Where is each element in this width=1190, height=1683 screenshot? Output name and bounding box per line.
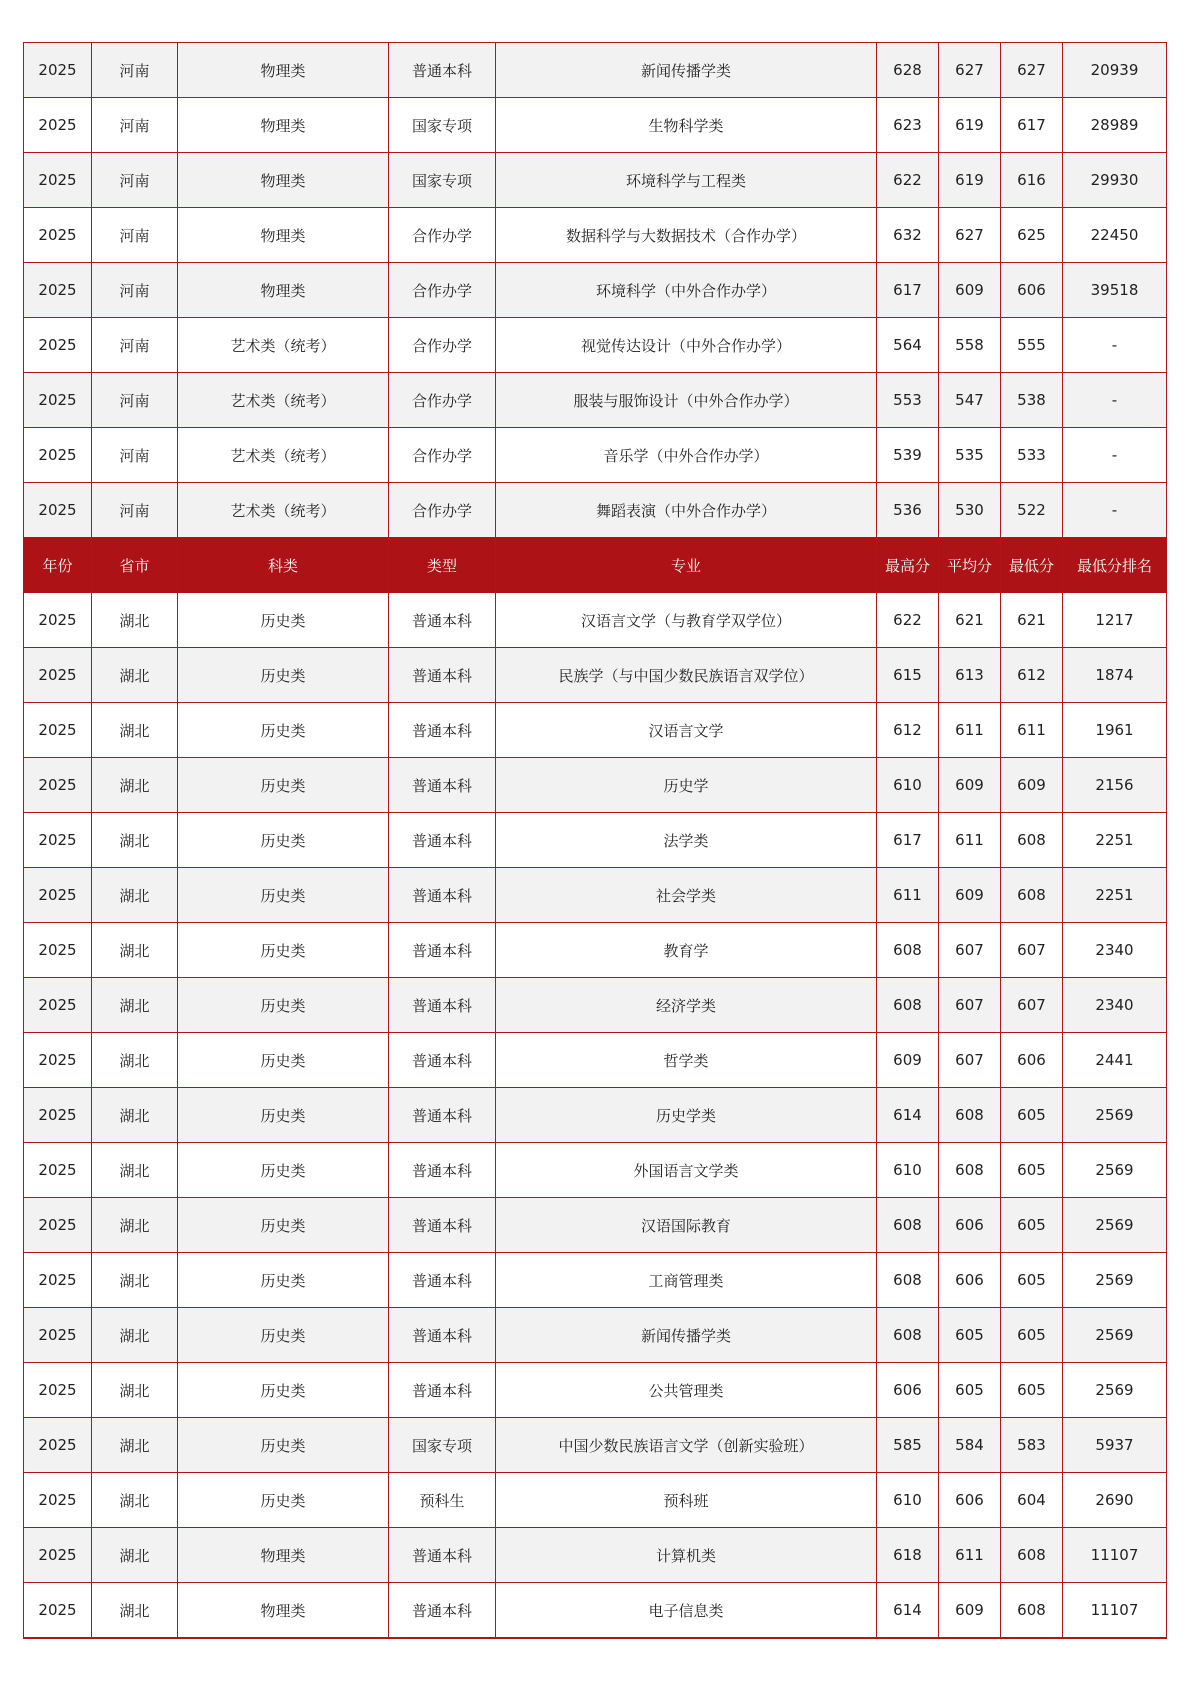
- cell-avg-score: 606: [939, 1198, 1001, 1253]
- cell-min-score: 625: [1001, 208, 1063, 263]
- cell-min-rank: 20939: [1063, 43, 1167, 98]
- cell-max-score: 611: [877, 868, 939, 923]
- cell-type: 合作办学: [389, 263, 496, 318]
- cell-max-score: 610: [877, 758, 939, 813]
- cell-avg-score: 605: [939, 1363, 1001, 1418]
- cell-avg-score: 607: [939, 923, 1001, 978]
- cell-min-score: 627: [1001, 43, 1063, 98]
- cell-province: 湖北: [92, 1308, 178, 1363]
- cell-min-rank: -: [1063, 373, 1167, 428]
- cell-min-rank: 2251: [1063, 868, 1167, 923]
- cell-type: 合作办学: [389, 208, 496, 263]
- cell-type: 国家专项: [389, 98, 496, 153]
- cell-subject-category: 物理类: [178, 1583, 389, 1639]
- cell-subject-category: 艺术类（统考）: [178, 428, 389, 483]
- table-row: [24, 978, 1167, 1033]
- table-body: [24, 43, 1167, 1639]
- cell-year: 2025: [24, 1088, 92, 1143]
- cell-min-score: 605: [1001, 1253, 1063, 1308]
- cell-year: 2025: [24, 758, 92, 813]
- cell-province: 湖北: [92, 1033, 178, 1088]
- header-max-score: 最高分: [877, 538, 939, 593]
- cell-max-score: 617: [877, 263, 939, 318]
- cell-min-score: 611: [1001, 703, 1063, 758]
- cell-type: 普通本科: [389, 648, 496, 703]
- cell-province: 河南: [92, 208, 178, 263]
- cell-min-rank: -: [1063, 428, 1167, 483]
- cell-type: 普通本科: [389, 978, 496, 1033]
- cell-subject-category: 历史类: [178, 593, 389, 648]
- table-row: [24, 868, 1167, 923]
- cell-province: 湖北: [92, 1363, 178, 1418]
- cell-type: 普通本科: [389, 868, 496, 923]
- cell-max-score: 614: [877, 1583, 939, 1639]
- cell-year: 2025: [24, 428, 92, 483]
- cell-type: 合作办学: [389, 373, 496, 428]
- cell-avg-score: 611: [939, 703, 1001, 758]
- cell-subject-category: 历史类: [178, 1253, 389, 1308]
- table-row: [24, 1473, 1167, 1528]
- cell-subject-category: 历史类: [178, 1033, 389, 1088]
- cell-province: 湖北: [92, 923, 178, 978]
- cell-major: 公共管理类: [496, 1363, 877, 1418]
- cell-year: 2025: [24, 263, 92, 318]
- cell-min-rank: 2569: [1063, 1088, 1167, 1143]
- cell-min-rank: -: [1063, 318, 1167, 373]
- table-row: [24, 98, 1167, 153]
- cell-province: 河南: [92, 98, 178, 153]
- cell-avg-score: 627: [939, 208, 1001, 263]
- cell-subject-category: 历史类: [178, 758, 389, 813]
- cell-year: 2025: [24, 1418, 92, 1473]
- cell-subject-category: 历史类: [178, 1418, 389, 1473]
- cell-subject-category: 艺术类（统考）: [178, 483, 389, 538]
- cell-province: 湖北: [92, 593, 178, 648]
- cell-province: 湖北: [92, 1528, 178, 1583]
- cell-year: 2025: [24, 318, 92, 373]
- cell-avg-score: 584: [939, 1418, 1001, 1473]
- cell-province: 湖北: [92, 813, 178, 868]
- cell-avg-score: 607: [939, 978, 1001, 1033]
- cell-max-score: 608: [877, 1308, 939, 1363]
- cell-min-rank: 11107: [1063, 1583, 1167, 1639]
- cell-max-score: 585: [877, 1418, 939, 1473]
- cell-year: 2025: [24, 1528, 92, 1583]
- cell-year: 2025: [24, 153, 92, 208]
- cell-type: 国家专项: [389, 153, 496, 208]
- cell-max-score: 608: [877, 1198, 939, 1253]
- cell-type: 普通本科: [389, 1253, 496, 1308]
- cell-province: 湖北: [92, 978, 178, 1033]
- header-year: 年份: [24, 538, 92, 593]
- header-avg-score: 平均分: [939, 538, 1001, 593]
- table-row: [24, 1088, 1167, 1143]
- cell-min-rank: 11107: [1063, 1528, 1167, 1583]
- cell-min-score: 609: [1001, 758, 1063, 813]
- table-row: [24, 703, 1167, 758]
- cell-major: 电子信息类: [496, 1583, 877, 1639]
- cell-subject-category: 历史类: [178, 1363, 389, 1418]
- cell-min-rank: 2569: [1063, 1198, 1167, 1253]
- table-row: [24, 648, 1167, 703]
- cell-subject-category: 艺术类（统考）: [178, 373, 389, 428]
- cell-province: 河南: [92, 428, 178, 483]
- table-row: [24, 758, 1167, 813]
- cell-min-score: 621: [1001, 593, 1063, 648]
- cell-subject-category: 历史类: [178, 1308, 389, 1363]
- cell-min-score: 607: [1001, 923, 1063, 978]
- cell-province: 湖北: [92, 1418, 178, 1473]
- cell-year: 2025: [24, 703, 92, 758]
- cell-major: 预科班: [496, 1473, 877, 1528]
- cell-type: 普通本科: [389, 813, 496, 868]
- cell-major: 汉语言文学（与教育学双学位）: [496, 593, 877, 648]
- cell-year: 2025: [24, 923, 92, 978]
- cell-min-score: 608: [1001, 1528, 1063, 1583]
- cell-min-rank: 5937: [1063, 1418, 1167, 1473]
- cell-province: 河南: [92, 318, 178, 373]
- cell-subject-category: 物理类: [178, 263, 389, 318]
- table-row: [24, 1418, 1167, 1473]
- cell-year: 2025: [24, 1363, 92, 1418]
- cell-min-score: 612: [1001, 648, 1063, 703]
- header-province: 省市: [92, 538, 178, 593]
- cell-type: 普通本科: [389, 1033, 496, 1088]
- cell-year: 2025: [24, 1253, 92, 1308]
- cell-max-score: 606: [877, 1363, 939, 1418]
- cell-max-score: 610: [877, 1143, 939, 1198]
- cell-min-rank: 2251: [1063, 813, 1167, 868]
- cell-major: 视觉传达设计（中外合作办学）: [496, 318, 877, 373]
- cell-year: 2025: [24, 208, 92, 263]
- cell-province: 河南: [92, 263, 178, 318]
- cell-year: 2025: [24, 373, 92, 428]
- cell-province: 湖北: [92, 1198, 178, 1253]
- cell-min-rank: 1874: [1063, 648, 1167, 703]
- cell-max-score: 622: [877, 153, 939, 208]
- table-row: [24, 1033, 1167, 1088]
- table-row: [24, 1528, 1167, 1583]
- cell-year: 2025: [24, 43, 92, 98]
- cell-subject-category: 物理类: [178, 153, 389, 208]
- table-row: [24, 208, 1167, 263]
- cell-major: 新闻传播学类: [496, 1308, 877, 1363]
- cell-min-rank: 2569: [1063, 1143, 1167, 1198]
- cell-major: 外国语言文学类: [496, 1143, 877, 1198]
- cell-year: 2025: [24, 1198, 92, 1253]
- cell-province: 湖北: [92, 703, 178, 758]
- cell-type: 国家专项: [389, 1418, 496, 1473]
- cell-type: 合作办学: [389, 483, 496, 538]
- table-header-row: [24, 538, 1167, 593]
- table-row: [24, 263, 1167, 318]
- cell-max-score: 622: [877, 593, 939, 648]
- cell-avg-score: 606: [939, 1473, 1001, 1528]
- cell-subject-category: 物理类: [178, 98, 389, 153]
- table-row: [24, 153, 1167, 208]
- cell-max-score: 553: [877, 373, 939, 428]
- cell-type: 普通本科: [389, 593, 496, 648]
- cell-province: 河南: [92, 373, 178, 428]
- cell-avg-score: 608: [939, 1143, 1001, 1198]
- cell-max-score: 617: [877, 813, 939, 868]
- cell-subject-category: 历史类: [178, 648, 389, 703]
- cell-min-rank: 28989: [1063, 98, 1167, 153]
- cell-max-score: 618: [877, 1528, 939, 1583]
- cell-avg-score: 605: [939, 1308, 1001, 1363]
- cell-max-score: 623: [877, 98, 939, 153]
- cell-major: 生物科学类: [496, 98, 877, 153]
- cell-major: 计算机类: [496, 1528, 877, 1583]
- cell-type: 普通本科: [389, 1088, 496, 1143]
- table-row: [24, 1253, 1167, 1308]
- cell-avg-score: 609: [939, 263, 1001, 318]
- cell-min-score: 605: [1001, 1198, 1063, 1253]
- table-row: [24, 1143, 1167, 1198]
- cell-province: 湖北: [92, 1088, 178, 1143]
- cell-max-score: 628: [877, 43, 939, 98]
- cell-year: 2025: [24, 978, 92, 1033]
- cell-avg-score: 627: [939, 43, 1001, 98]
- cell-min-rank: 29930: [1063, 153, 1167, 208]
- table-row: [24, 428, 1167, 483]
- cell-min-rank: 2340: [1063, 923, 1167, 978]
- cell-type: 普通本科: [389, 1198, 496, 1253]
- cell-avg-score: 619: [939, 98, 1001, 153]
- cell-province: 湖北: [92, 868, 178, 923]
- cell-subject-category: 历史类: [178, 1198, 389, 1253]
- cell-major: 法学类: [496, 813, 877, 868]
- cell-major: 哲学类: [496, 1033, 877, 1088]
- cell-min-rank: 1961: [1063, 703, 1167, 758]
- cell-min-score: 606: [1001, 263, 1063, 318]
- cell-province: 湖北: [92, 1253, 178, 1308]
- table-row: [24, 483, 1167, 538]
- cell-major: 历史学: [496, 758, 877, 813]
- cell-min-rank: 39518: [1063, 263, 1167, 318]
- cell-max-score: 612: [877, 703, 939, 758]
- cell-major: 汉语言文学: [496, 703, 877, 758]
- cell-major: 教育学: [496, 923, 877, 978]
- cell-max-score: 539: [877, 428, 939, 483]
- cell-province: 湖北: [92, 1583, 178, 1639]
- cell-max-score: 609: [877, 1033, 939, 1088]
- cell-avg-score: 606: [939, 1253, 1001, 1308]
- cell-type: 预科生: [389, 1473, 496, 1528]
- cell-min-score: 522: [1001, 483, 1063, 538]
- cell-year: 2025: [24, 648, 92, 703]
- cell-avg-score: 558: [939, 318, 1001, 373]
- cell-year: 2025: [24, 1143, 92, 1198]
- cell-subject-category: 物理类: [178, 208, 389, 263]
- cell-max-score: 610: [877, 1473, 939, 1528]
- cell-type: 普通本科: [389, 1363, 496, 1418]
- cell-min-rank: 2690: [1063, 1473, 1167, 1528]
- cell-major: 历史学类: [496, 1088, 877, 1143]
- cell-min-score: 605: [1001, 1143, 1063, 1198]
- cell-major: 中国少数民族语言文学（创新实验班）: [496, 1418, 877, 1473]
- cell-province: 湖北: [92, 1473, 178, 1528]
- table-row: [24, 923, 1167, 978]
- cell-min-rank: 2156: [1063, 758, 1167, 813]
- table-row: [24, 1583, 1167, 1639]
- cell-min-rank: 2340: [1063, 978, 1167, 1033]
- cell-subject-category: 历史类: [178, 813, 389, 868]
- table-row: [24, 43, 1167, 98]
- cell-max-score: 608: [877, 978, 939, 1033]
- table-row: [24, 1198, 1167, 1253]
- cell-max-score: 608: [877, 923, 939, 978]
- cell-year: 2025: [24, 813, 92, 868]
- header-min-score: 最低分: [1001, 538, 1063, 593]
- header-subject-category: 科类: [178, 538, 389, 593]
- cell-subject-category: 历史类: [178, 1473, 389, 1528]
- cell-avg-score: 535: [939, 428, 1001, 483]
- cell-subject-category: 物理类: [178, 1528, 389, 1583]
- cell-type: 普通本科: [389, 43, 496, 98]
- admission-scores-table: [23, 42, 1167, 1639]
- cell-min-score: 605: [1001, 1088, 1063, 1143]
- cell-major: 环境科学（中外合作办学）: [496, 263, 877, 318]
- cell-min-score: 583: [1001, 1418, 1063, 1473]
- cell-major: 环境科学与工程类: [496, 153, 877, 208]
- cell-min-score: 605: [1001, 1363, 1063, 1418]
- header-type: 类型: [389, 538, 496, 593]
- cell-min-score: 607: [1001, 978, 1063, 1033]
- cell-province: 河南: [92, 483, 178, 538]
- cell-year: 2025: [24, 1473, 92, 1528]
- header-min-rank: 最低分排名: [1063, 538, 1167, 593]
- cell-major: 经济学类: [496, 978, 877, 1033]
- cell-avg-score: 613: [939, 648, 1001, 703]
- cell-type: 普通本科: [389, 1143, 496, 1198]
- cell-max-score: 608: [877, 1253, 939, 1308]
- cell-major: 数据科学与大数据技术（合作办学）: [496, 208, 877, 263]
- cell-major: 舞蹈表演（中外合作办学）: [496, 483, 877, 538]
- cell-major: 音乐学（中外合作办学）: [496, 428, 877, 483]
- header-major: 专业: [496, 538, 877, 593]
- table-row: [24, 813, 1167, 868]
- cell-year: 2025: [24, 1308, 92, 1363]
- cell-max-score: 564: [877, 318, 939, 373]
- cell-major: 服装与服饰设计（中外合作办学）: [496, 373, 877, 428]
- cell-province: 湖北: [92, 758, 178, 813]
- table-row: [24, 318, 1167, 373]
- cell-min-score: 616: [1001, 153, 1063, 208]
- cell-avg-score: 611: [939, 1528, 1001, 1583]
- cell-province: 河南: [92, 43, 178, 98]
- cell-province: 湖北: [92, 648, 178, 703]
- cell-min-score: 538: [1001, 373, 1063, 428]
- cell-avg-score: 621: [939, 593, 1001, 648]
- cell-avg-score: 619: [939, 153, 1001, 208]
- cell-avg-score: 608: [939, 1088, 1001, 1143]
- cell-subject-category: 历史类: [178, 1143, 389, 1198]
- cell-avg-score: 609: [939, 1583, 1001, 1639]
- cell-min-rank: 1217: [1063, 593, 1167, 648]
- cell-min-score: 608: [1001, 868, 1063, 923]
- cell-major: 汉语国际教育: [496, 1198, 877, 1253]
- cell-min-score: 606: [1001, 1033, 1063, 1088]
- cell-year: 2025: [24, 483, 92, 538]
- cell-avg-score: 611: [939, 813, 1001, 868]
- cell-max-score: 615: [877, 648, 939, 703]
- cell-type: 合作办学: [389, 428, 496, 483]
- cell-type: 合作办学: [389, 318, 496, 373]
- cell-avg-score: 607: [939, 1033, 1001, 1088]
- cell-province: 河南: [92, 153, 178, 208]
- cell-type: 普通本科: [389, 758, 496, 813]
- cell-min-rank: 2441: [1063, 1033, 1167, 1088]
- cell-type: 普通本科: [389, 703, 496, 758]
- table-row: [24, 373, 1167, 428]
- cell-min-rank: 2569: [1063, 1363, 1167, 1418]
- cell-min-rank: 2569: [1063, 1253, 1167, 1308]
- cell-major: 新闻传播学类: [496, 43, 877, 98]
- cell-max-score: 632: [877, 208, 939, 263]
- cell-year: 2025: [24, 1583, 92, 1639]
- cell-year: 2025: [24, 98, 92, 153]
- cell-major: 社会学类: [496, 868, 877, 923]
- cell-type: 普通本科: [389, 1583, 496, 1639]
- cell-subject-category: 历史类: [178, 703, 389, 758]
- cell-min-rank: 2569: [1063, 1308, 1167, 1363]
- cell-major: 民族学（与中国少数民族语言双学位）: [496, 648, 877, 703]
- cell-min-score: 604: [1001, 1473, 1063, 1528]
- cell-subject-category: 历史类: [178, 923, 389, 978]
- cell-min-score: 608: [1001, 813, 1063, 868]
- cell-subject-category: 物理类: [178, 43, 389, 98]
- cell-avg-score: 547: [939, 373, 1001, 428]
- cell-min-rank: 22450: [1063, 208, 1167, 263]
- cell-min-score: 533: [1001, 428, 1063, 483]
- cell-avg-score: 609: [939, 758, 1001, 813]
- table-row: [24, 1308, 1167, 1363]
- cell-subject-category: 历史类: [178, 978, 389, 1033]
- table-row: [24, 1363, 1167, 1418]
- cell-year: 2025: [24, 1033, 92, 1088]
- cell-avg-score: 609: [939, 868, 1001, 923]
- cell-min-score: 555: [1001, 318, 1063, 373]
- table-row: [24, 593, 1167, 648]
- cell-min-score: 605: [1001, 1308, 1063, 1363]
- cell-min-rank: -: [1063, 483, 1167, 538]
- cell-min-score: 617: [1001, 98, 1063, 153]
- cell-avg-score: 530: [939, 483, 1001, 538]
- cell-year: 2025: [24, 868, 92, 923]
- cell-subject-category: 艺术类（统考）: [178, 318, 389, 373]
- cell-max-score: 536: [877, 483, 939, 538]
- cell-subject-category: 历史类: [178, 868, 389, 923]
- cell-min-score: 608: [1001, 1583, 1063, 1639]
- cell-type: 普通本科: [389, 923, 496, 978]
- cell-major: 工商管理类: [496, 1253, 877, 1308]
- cell-type: 普通本科: [389, 1528, 496, 1583]
- cell-year: 2025: [24, 593, 92, 648]
- cell-max-score: 614: [877, 1088, 939, 1143]
- cell-type: 普通本科: [389, 1308, 496, 1363]
- cell-province: 湖北: [92, 1143, 178, 1198]
- cell-subject-category: 历史类: [178, 1088, 389, 1143]
